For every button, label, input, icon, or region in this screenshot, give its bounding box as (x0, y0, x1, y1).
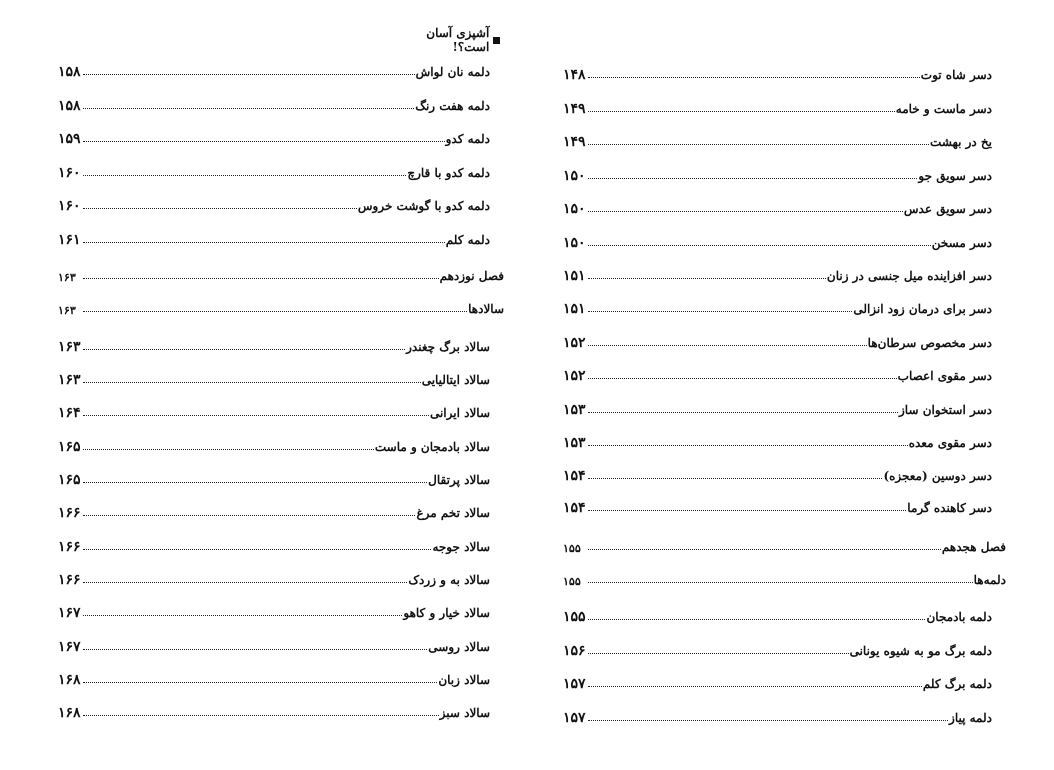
dot-leader (588, 111, 895, 112)
toc-entry-row[interactable] (58, 534, 504, 556)
toc-entry-title: فصل نوزدهم (439, 269, 504, 283)
toc-page-number: ۱۶۶ (58, 505, 81, 521)
toc-page-number: ۱۵۵ (563, 609, 586, 625)
dot-leader (588, 510, 906, 511)
toc-entry-row[interactable] (563, 671, 1006, 693)
toc-entry-row[interactable] (58, 600, 504, 622)
toc-entry-title: دسر مسخن (931, 236, 992, 250)
dot-leader (588, 311, 852, 312)
toc-entry-title: دسر دوسین (معجزه) (883, 469, 992, 483)
dot-leader (588, 211, 903, 212)
dot-leader (83, 582, 407, 583)
toc-page-number: ۱۵۵ (563, 542, 581, 555)
toc-entry-title: دلمه کدو با گوشت خروس (357, 199, 490, 213)
toc-page-number: ۱۵۳ (563, 435, 586, 451)
toc-entry-title: دلمه کدو (445, 132, 490, 146)
toc-page-number: ۱۵۱ (563, 268, 586, 284)
dot-leader (83, 141, 445, 142)
toc-page-number: ۱۶۰ (58, 198, 81, 214)
toc-entry-row[interactable] (563, 363, 1006, 385)
toc-entry-row[interactable] (58, 634, 504, 656)
toc-page-number: ۱۵۴ (563, 500, 586, 516)
toc-entry-row[interactable] (563, 705, 1006, 727)
toc-chapter-row[interactable] (563, 534, 1006, 556)
toc-entry-row[interactable] (58, 400, 504, 422)
toc-entry-title: دسر استخوان ساز (899, 403, 992, 417)
toc-entry-row[interactable] (58, 367, 504, 389)
toc-entry-row[interactable] (563, 430, 1006, 452)
page-header (390, 26, 500, 54)
toc-page-number: ۱۵۲ (563, 335, 586, 351)
dot-leader (83, 108, 414, 109)
dot-leader (83, 382, 421, 383)
dot-leader (83, 311, 467, 312)
toc-entry-title: سالاد بادمجان و ماست (374, 440, 490, 454)
toc-page-number: ۱۶۴ (58, 405, 81, 421)
dot-leader (588, 178, 917, 179)
dot-leader (83, 415, 429, 416)
square-bullet-icon (493, 37, 500, 44)
toc-entry-row[interactable] (563, 129, 1006, 151)
toc-page-number: ۱۶۶ (58, 572, 81, 588)
toc-entry-title: سالاد برگ چغندر (406, 340, 490, 354)
toc-entry-row[interactable] (563, 62, 1006, 84)
toc-entry-title: دسر افزاینده میل جنسی در زنان (826, 269, 992, 283)
toc-page-number: ۱۶۳ (58, 304, 76, 317)
toc-entry-row[interactable] (563, 330, 1006, 352)
dot-leader (83, 74, 415, 75)
toc-entry-row[interactable] (563, 495, 1006, 517)
toc-page-number: ۱۶۵ (58, 439, 81, 455)
toc-page-number: ۱۴۹ (563, 134, 586, 150)
toc-page-number: ۱۵۷ (563, 710, 586, 726)
toc-entry-row[interactable] (58, 567, 504, 589)
toc-entry-title: دسر مخصوص سرطان‌ها (867, 336, 992, 350)
toc-entry-title: دلمه‌ها (973, 573, 1006, 587)
toc-entry-title: سالاد جوجه (432, 540, 490, 554)
dot-leader (83, 549, 431, 550)
toc-page-number: ۱۶۸ (58, 705, 81, 721)
dot-leader (83, 615, 402, 616)
dot-leader (588, 445, 908, 446)
toc-page-number: ۱۵۸ (58, 64, 81, 80)
toc-entry-row[interactable] (58, 59, 504, 81)
toc-page-number: ۱۶۳ (58, 339, 81, 355)
toc-page-number: ۱۶۷ (58, 605, 81, 621)
dot-leader (83, 242, 445, 243)
dot-leader (588, 686, 922, 687)
toc-chapter-row[interactable] (58, 263, 504, 285)
dot-leader (83, 349, 405, 350)
dot-leader (588, 378, 897, 379)
toc-entry-title: سالاد ایرانی (429, 406, 490, 420)
dot-leader (588, 549, 941, 550)
toc-page-number: ۱۶۰ (58, 165, 81, 181)
toc-page-number: ۱۵۶ (563, 643, 586, 659)
toc-entry-title: دلمه کدو با قارچ (407, 166, 490, 180)
toc-page-number: ۱۵۰ (563, 201, 586, 217)
toc-entry-title: دلمه کلم (445, 233, 490, 247)
toc-page-number: ۱۴۸ (563, 67, 586, 83)
toc-entry-row[interactable] (563, 196, 1006, 218)
toc-page-number: ۱۴۹ (563, 101, 586, 117)
toc-entry-title: سالاد پرتقال (428, 473, 490, 487)
toc-entry-title: دسر مقوی اعصاب (897, 369, 992, 383)
dot-leader (83, 482, 427, 483)
toc-page-number: ۱۵۳ (563, 402, 586, 418)
toc-page-number: ۱۶۶ (58, 539, 81, 555)
toc-entry-row[interactable] (58, 434, 504, 456)
dot-leader (83, 208, 357, 209)
toc-page-number: ۱۵۰ (563, 168, 586, 184)
toc-entry-title: دلمه هفت رنگ (415, 99, 490, 113)
dot-leader (588, 245, 931, 246)
toc-page-number: ۱۵۲ (563, 368, 586, 384)
toc-entry-row[interactable] (563, 638, 1006, 660)
toc-page-number: ۱۶۱ (58, 232, 81, 248)
toc-entry-title: دسر سویق جو (918, 169, 992, 183)
toc-entry-title: فصل هجدهم (941, 540, 1006, 554)
toc-entry-row[interactable] (58, 193, 504, 215)
toc-entry-title: سالاد تخم مرغ (416, 506, 490, 520)
toc-chapter-row[interactable] (58, 296, 504, 318)
toc-chapter-row[interactable] (563, 567, 1006, 589)
toc-page-number: ۱۵۴ (563, 468, 586, 484)
dot-leader (83, 278, 439, 279)
toc-entry-title: دسر شاه توت (920, 68, 992, 82)
toc-page-number: ۱۶۳ (58, 271, 76, 284)
toc-entry-title: دسر برای درمان زود انزالی (853, 302, 992, 316)
dot-leader (83, 682, 437, 683)
toc-entry-title: سالاد خیار و کاهو (403, 606, 490, 620)
toc-page-number: ۱۶۸ (58, 672, 81, 688)
toc-page-number: ۱۵۹ (58, 131, 81, 147)
toc-entry-title: دلمه برگ مو به شیوه یونانی (849, 644, 992, 658)
dot-leader (83, 449, 374, 450)
toc-entry-row[interactable] (58, 227, 504, 249)
dot-leader (83, 715, 439, 716)
toc-entry-row[interactable] (58, 160, 504, 182)
toc-entry-title: سالاد ایتالیایی (421, 373, 490, 387)
toc-entry-title: دسر مقوی معده (908, 436, 992, 450)
toc-entry-title: دلمه نان لواش (415, 65, 490, 79)
page-header-title: آشپزی آسان است؟! (426, 26, 490, 54)
toc-entry-title: سالاد روسی (428, 640, 490, 654)
dot-leader (83, 175, 406, 176)
dot-leader (588, 144, 929, 145)
toc-entry-row[interactable] (563, 163, 1006, 185)
toc-entry-title: دسر ماست و خامه (895, 102, 992, 116)
dot-leader (588, 653, 849, 654)
toc-page-number: ۱۶۷ (58, 639, 81, 655)
toc-page-number: ۱۶۳ (58, 372, 81, 388)
toc-entry-title: سالاد زبان (438, 673, 490, 687)
dot-leader (588, 77, 920, 78)
toc-entry-row[interactable] (58, 334, 504, 356)
toc-entry-row[interactable] (58, 500, 504, 522)
toc-entry-title: دسر سویق عدس (903, 202, 992, 216)
dot-leader (588, 720, 948, 721)
toc-entry-row[interactable] (563, 230, 1006, 252)
toc-entry-title: دلمه پیاز (949, 711, 992, 725)
dot-leader (83, 515, 415, 516)
toc-page-number: ۱۵۰ (563, 235, 586, 251)
toc-entry-row[interactable] (563, 296, 1006, 318)
toc-entry-title: سالادها (468, 302, 504, 316)
dot-leader (588, 582, 973, 583)
dot-leader (83, 649, 427, 650)
toc-entry-row[interactable] (563, 463, 1006, 485)
toc-entry-row[interactable] (58, 93, 504, 115)
dot-leader (588, 412, 898, 413)
toc-page-number: ۱۵۷ (563, 676, 586, 692)
toc-entry-row[interactable] (563, 263, 1006, 285)
toc-entry-row[interactable] (58, 667, 504, 689)
toc-page-number: ۱۵۵ (563, 575, 581, 588)
toc-entry-title: دلمه برگ کلم (922, 677, 992, 691)
toc-entry-row[interactable] (58, 126, 504, 148)
toc-entry-title: سالاد سبز (439, 706, 490, 720)
toc-entry-title: دسر کاهنده گرما (907, 501, 992, 515)
toc-entry-title: دلمه بادمجان (926, 610, 992, 624)
toc-entry-row[interactable] (58, 700, 504, 722)
toc-entry-row[interactable] (563, 96, 1006, 118)
dot-leader (588, 619, 925, 620)
toc-page-number: ۱۵۱ (563, 301, 586, 317)
toc-page-number: ۱۵۸ (58, 98, 81, 114)
toc-entry-title: یخ در بهشت (930, 135, 992, 149)
toc-entry-title: سالاد به و زردک (408, 573, 490, 587)
dot-leader (588, 478, 882, 479)
toc-entry-row[interactable] (58, 467, 504, 489)
dot-leader (588, 278, 826, 279)
toc-entry-row[interactable] (563, 604, 1006, 626)
dot-leader (588, 345, 867, 346)
toc-entry-row[interactable] (563, 397, 1006, 419)
toc-page-number: ۱۶۵ (58, 472, 81, 488)
